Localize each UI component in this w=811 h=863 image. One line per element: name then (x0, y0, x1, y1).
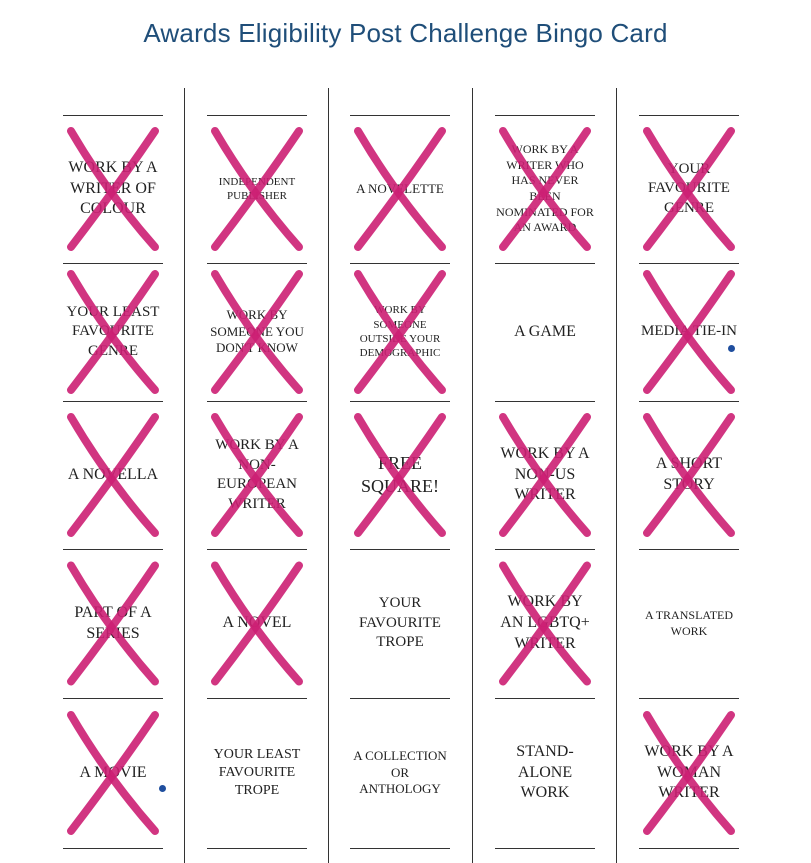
bingo-cell-label: MEDIA TIE-IN (641, 323, 737, 340)
cell-separator (639, 115, 739, 116)
ink-dot (159, 785, 166, 792)
bingo-cell[interactable] (64, 403, 162, 547)
cell-separator (207, 698, 307, 699)
bingo-cell-label: FREE SQUARE! (360, 452, 439, 496)
bingo-cell[interactable] (496, 403, 594, 547)
cell-separator (63, 401, 163, 402)
bingo-cell[interactable] (351, 117, 449, 261)
bingo-cell-label: A MOVIE (79, 763, 147, 781)
cell-separator (639, 263, 739, 264)
cell-separator (350, 263, 450, 264)
cell-separator (495, 698, 595, 699)
cell-separator (207, 549, 307, 550)
column-divider (328, 88, 329, 863)
bingo-cell[interactable] (351, 265, 449, 399)
bingo-cell-label: A SHORT STORY (655, 455, 723, 493)
bingo-cell[interactable] (64, 551, 162, 696)
cell-separator (495, 401, 595, 402)
bingo-cell[interactable] (640, 117, 738, 261)
bingo-cell-label: WORK BY A WRITER OF COLOUR (68, 158, 158, 218)
bingo-cell[interactable] (496, 551, 594, 696)
bingo-cell[interactable] (640, 265, 738, 399)
cell-separator (350, 115, 450, 116)
bingo-cell[interactable] (496, 265, 594, 399)
cell-separator (495, 115, 595, 116)
bingo-cell[interactable] (351, 700, 449, 846)
cell-separator (63, 698, 163, 699)
column-divider (472, 88, 473, 863)
cell-separator (63, 848, 163, 849)
bingo-cell[interactable] (496, 700, 594, 846)
bingo-cell-label: WORK BY A WOMAN WRITER (644, 742, 734, 802)
cell-separator (63, 549, 163, 550)
bingo-cell[interactable] (640, 403, 738, 547)
bingo-cell[interactable] (208, 117, 306, 261)
cell-separator (639, 848, 739, 849)
bingo-cell-label: WORK BY SOMEONE OUTSIDE YOUR DEMOGRAPHIC (359, 304, 441, 360)
bingo-cell[interactable] (64, 117, 162, 261)
bingo-cell-label: WORK BY A NON-US WRITER (500, 444, 590, 504)
cell-separator (350, 401, 450, 402)
bingo-cell[interactable] (351, 403, 449, 547)
bingo-cell[interactable] (208, 551, 306, 696)
cell-separator (207, 848, 307, 849)
bingo-cell[interactable] (208, 700, 306, 846)
cell-separator (639, 698, 739, 699)
bingo-cell-label: WORK BY AN LGBTQ+ WRITER (500, 593, 590, 652)
bingo-cell[interactable] (64, 265, 162, 399)
cell-separator (495, 848, 595, 849)
bingo-cell-label: A GAME (514, 322, 576, 340)
cell-separator (207, 115, 307, 116)
cell-separator (495, 549, 595, 550)
bingo-cell-label: INDEPENDENT PUBLISHER (218, 175, 296, 202)
bingo-cell[interactable] (208, 265, 306, 399)
bingo-cell[interactable] (208, 403, 306, 547)
cell-separator (350, 848, 450, 849)
ink-dot (728, 345, 735, 352)
cell-separator (207, 401, 307, 402)
bingo-cell[interactable] (496, 117, 594, 261)
bingo-cell-label: WORK BY A WRITER WHO HAS NEVER BEEN NOMINATED FOR AN AWARD (496, 142, 594, 235)
cell-separator (639, 401, 739, 402)
page-title: Awards Eligibility Post Challenge Bingo Card (143, 18, 668, 48)
bingo-cell-label: A NOVELETTE (356, 180, 444, 196)
bingo-cell[interactable] (351, 551, 449, 696)
bingo-cell-label: A COLLECTION OR ANTHOLOGY (353, 747, 447, 797)
bingo-cell-label: YOUR FAVOURITE GENRE (648, 160, 730, 216)
bingo-cell-label: A NOVEL (222, 614, 292, 632)
bingo-cell[interactable] (64, 700, 162, 846)
cell-separator (350, 549, 450, 550)
bingo-cell-label: YOUR FAVOURITE TROPE (359, 595, 441, 651)
bingo-cell-label: A TRANSLATED WORK (644, 607, 734, 638)
bingo-cell[interactable] (640, 551, 738, 696)
bingo-cell-label: A NOVELLA (67, 465, 159, 483)
cell-separator (63, 263, 163, 264)
cell-separator (63, 115, 163, 116)
cell-separator (639, 549, 739, 550)
bingo-cell-label: WORK BY SOMEONE YOU DON'T KNOW (210, 306, 304, 356)
column-divider (184, 88, 185, 863)
cell-separator (495, 263, 595, 264)
cell-separator (350, 698, 450, 699)
column-divider (616, 88, 617, 863)
bingo-cell-label: STAND-ALONE WORK (516, 742, 574, 802)
bingo-cell-label: WORK BY A NON-EUROPEAN WRITER (215, 437, 299, 512)
bingo-cell[interactable] (640, 700, 738, 846)
bingo-cell-label: YOUR LEAST FAVOURITE GENRE (66, 303, 160, 359)
bingo-cell-label: YOUR LEAST FAVOURITE TROPE (213, 746, 301, 799)
cell-separator (207, 263, 307, 264)
bingo-cell-label: PART OF A SERIES (74, 603, 152, 642)
